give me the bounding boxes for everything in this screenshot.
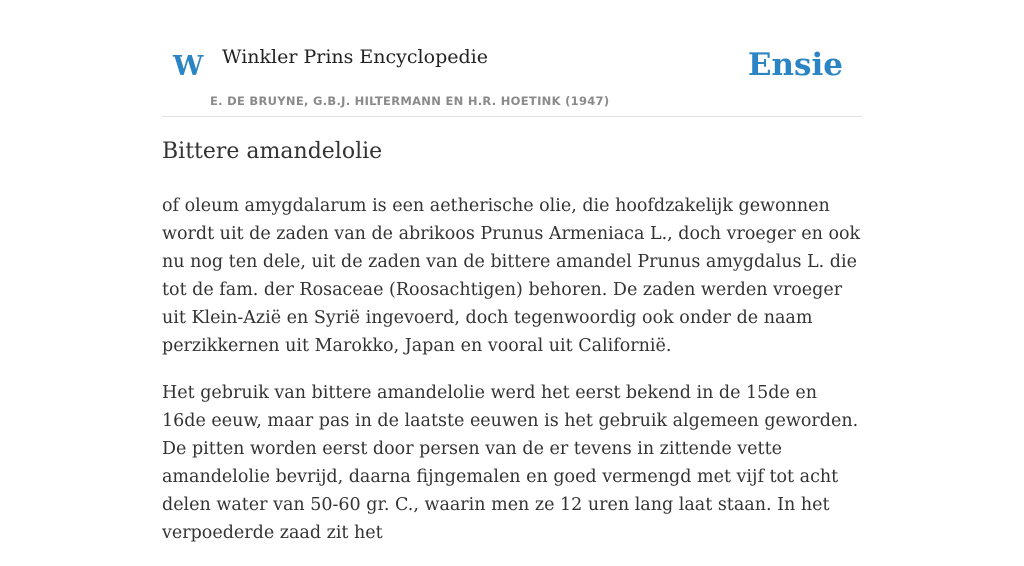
article-paragraph: Het gebruik van bittere amandelolie werd het eerst bekend in de 15de en 16de eeuw, maar pas in de laatste eeuwen is het gebruik algemeen geworden. De pitten worden eerst door persen van de er tevens in zittende vette amandelolie bevrijd, daarna fijngemalen en goed vermengd met vijf tot acht delen water van 50-60 gr. C., waarin men ze 12 uren lang laat staan. In het verpoederde zaad zit het — [162, 383, 859, 543]
article-title: Bittere amandelolie — [162, 139, 383, 164]
ensie-brand-link[interactable]: Ensie — [747, 47, 843, 83]
article-body — [162, 192, 862, 566]
encyclopedia-logo[interactable]: W — [173, 51, 204, 82]
article-paragraph: of oleum amygdalarum is een aetherische olie, die hoofdzakelijk gewonnen wordt uit de zaden van de abrikoos Prunus Armeniaca L., doch vroeger en ook nu nog ten dele, uit de zaden van de bittere amandel Prunus amygdalus L. die tot de fam. der Rosaceae (Roosachtigen) behoren. De zaden werden vroeger uit Klein-Azië en Syrië ingevoerd, doch tegenwoordig ook onder de naam perzikkernen uit Marokko, Japan en vooral uit Californië. — [162, 196, 861, 356]
encyclopedia-title: Winkler Prins Encyclopedie — [222, 46, 488, 68]
encyclopedia-authors: E. DE BRUYNE, G.B.J. HILTERMANN EN H.R. HOETINK (1947) — [210, 94, 610, 108]
site-header — [162, 0, 862, 117]
